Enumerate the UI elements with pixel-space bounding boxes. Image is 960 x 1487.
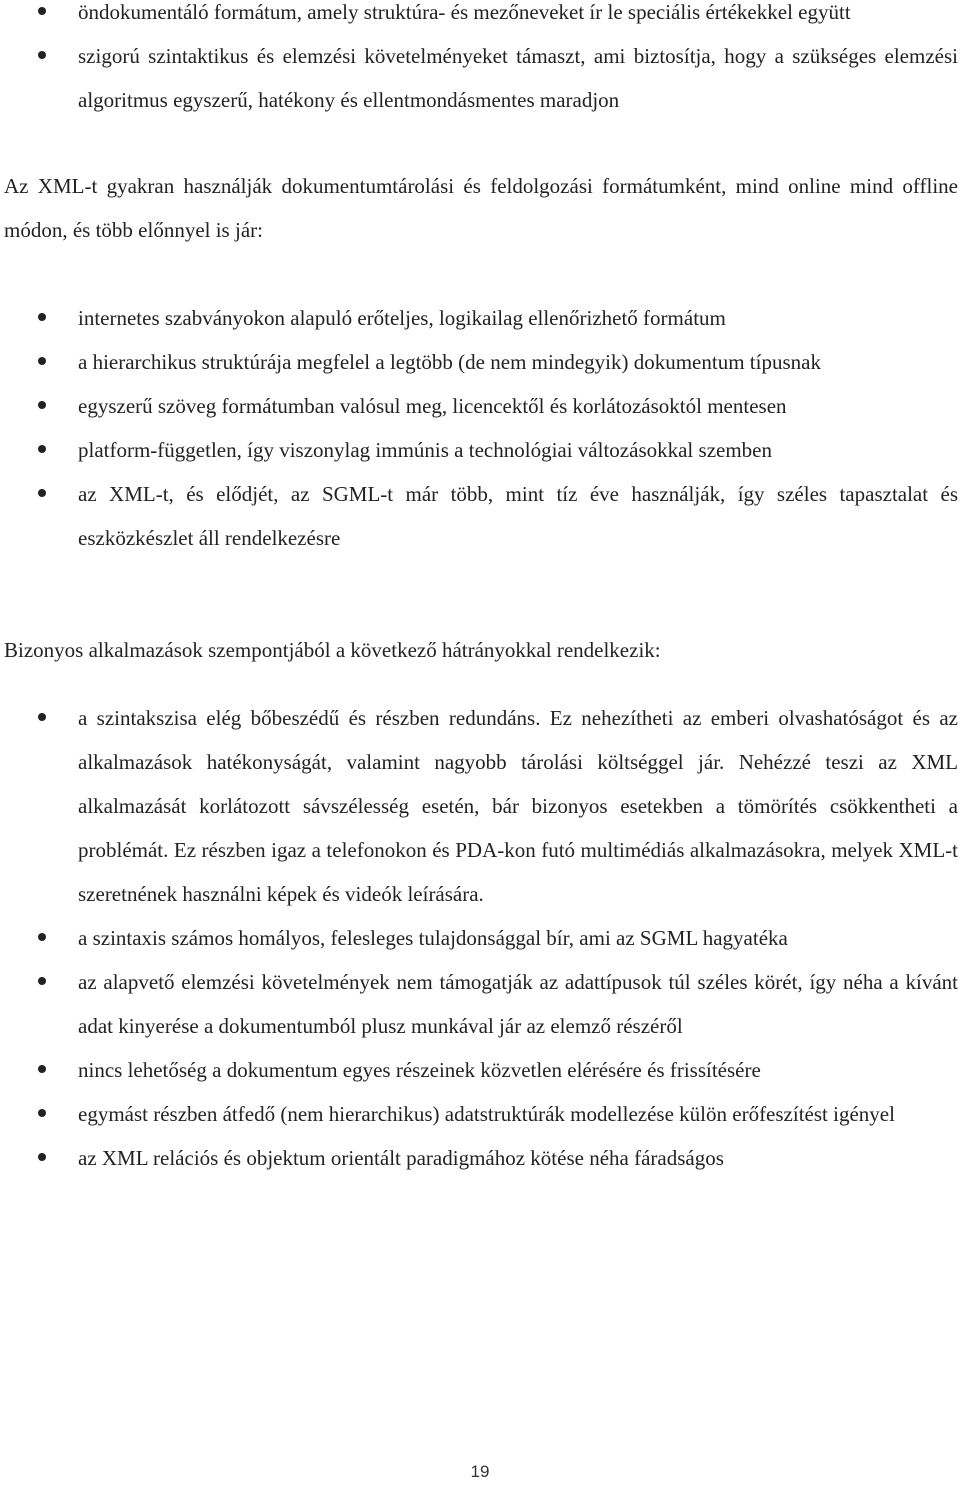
bullet-icon xyxy=(38,713,46,721)
list-item: a szintakszisa elég bőbeszédű és részben redundáns. Ez nehezítheti az emberi olvashatóságot és az alkalmazások hatékonyságát, valamint nagyobb tárolási költséggel jár. Nehézzé teszi az XML alkalmazását korlátozott sávszélesség esetén, bár bizonyos esetekben a tömörítés csökkentheti a problémát. Ez részben igaz a telefonokon és PDA-kon futó multimédiás alkalmazásokra, melyek XML-t szeretnének használni képek és videók leírására. xyxy=(0,696,958,916)
bullet-icon xyxy=(38,445,46,453)
list-item: egymást részben átfedő (nem hierarchikus) adatstruktúrák modellezése külön erőfeszítést igényel xyxy=(0,1092,958,1136)
disadvantages-list xyxy=(0,696,958,1180)
bullet-icon xyxy=(38,51,46,59)
disadvantages-intro-paragraph: Bizonyos alkalmazások szempontjából a következő hátrányokkal rendelkezik: xyxy=(4,638,661,662)
list-item: egyszerű szöveg formátumban valósul meg, licencektől és korlátozásoktól mentesen xyxy=(0,384,958,428)
list-item: platform-független, így viszonylag immúnis a technológiai változásokkal szemben xyxy=(0,428,958,472)
bullet-icon xyxy=(38,489,46,497)
bullet-icon xyxy=(38,401,46,409)
page-number: 19 xyxy=(470,1462,490,1481)
bullet-icon xyxy=(38,1153,46,1161)
list-item: internetes szabványokon alapuló erőteljes, logikailag ellenőrizhető formátum xyxy=(0,296,958,340)
list-item: a hierarchikus struktúrája megfelel a legtöbb (de nem mindegyik) dokumentum típusnak xyxy=(0,340,958,384)
list-continuation xyxy=(0,0,958,122)
bullet-icon xyxy=(38,313,46,321)
list-item: nincs lehetőség a dokumentum egyes részeinek közvetlen elérésére és frissítésére xyxy=(0,1048,958,1092)
bullet-icon xyxy=(38,933,46,941)
bullet-icon xyxy=(38,977,46,985)
list-item: az XML relációs és objektum orientált paradigmához kötése néha fáradságos xyxy=(0,1136,958,1180)
bullet-icon xyxy=(38,7,46,15)
list-item: az alapvető elemzési követelmények nem támogatják az adattípusok túl széles körét, így néha a kívánt adat kinyerése a dokumentumból plusz munkával jár az elemző részéről xyxy=(0,960,958,1048)
advantages-intro-paragraph: Az XML-t gyakran használják dokumentumtárolási és feldolgozási formátumként, mind online mind offline módon, és több előnnyel is jár: xyxy=(4,174,958,242)
list-item: öndokumentáló formátum, amely struktúra- és mezőneveket ír le speciális értékekkel együtt xyxy=(0,0,958,34)
bullet-icon xyxy=(38,1109,46,1117)
list-item: szigorú szintaktikus és elemzési követelményeket támaszt, ami biztosítja, hogy a szükséges elemzési algoritmus egyszerű, hatékony és ellentmondásmentes maradjon xyxy=(0,34,958,122)
bullet-icon xyxy=(38,1065,46,1073)
list-item: a szintaxis számos homályos, felesleges tulajdonsággal bír, ami az SGML hagyatéka xyxy=(0,916,958,960)
advantages-list xyxy=(0,296,958,560)
list-item: az XML-t, és elődjét, az SGML-t már több, mint tíz éve használják, így széles tapasztalat és eszközkészlet áll rendelkezésre xyxy=(0,472,958,560)
bullet-icon xyxy=(38,357,46,365)
